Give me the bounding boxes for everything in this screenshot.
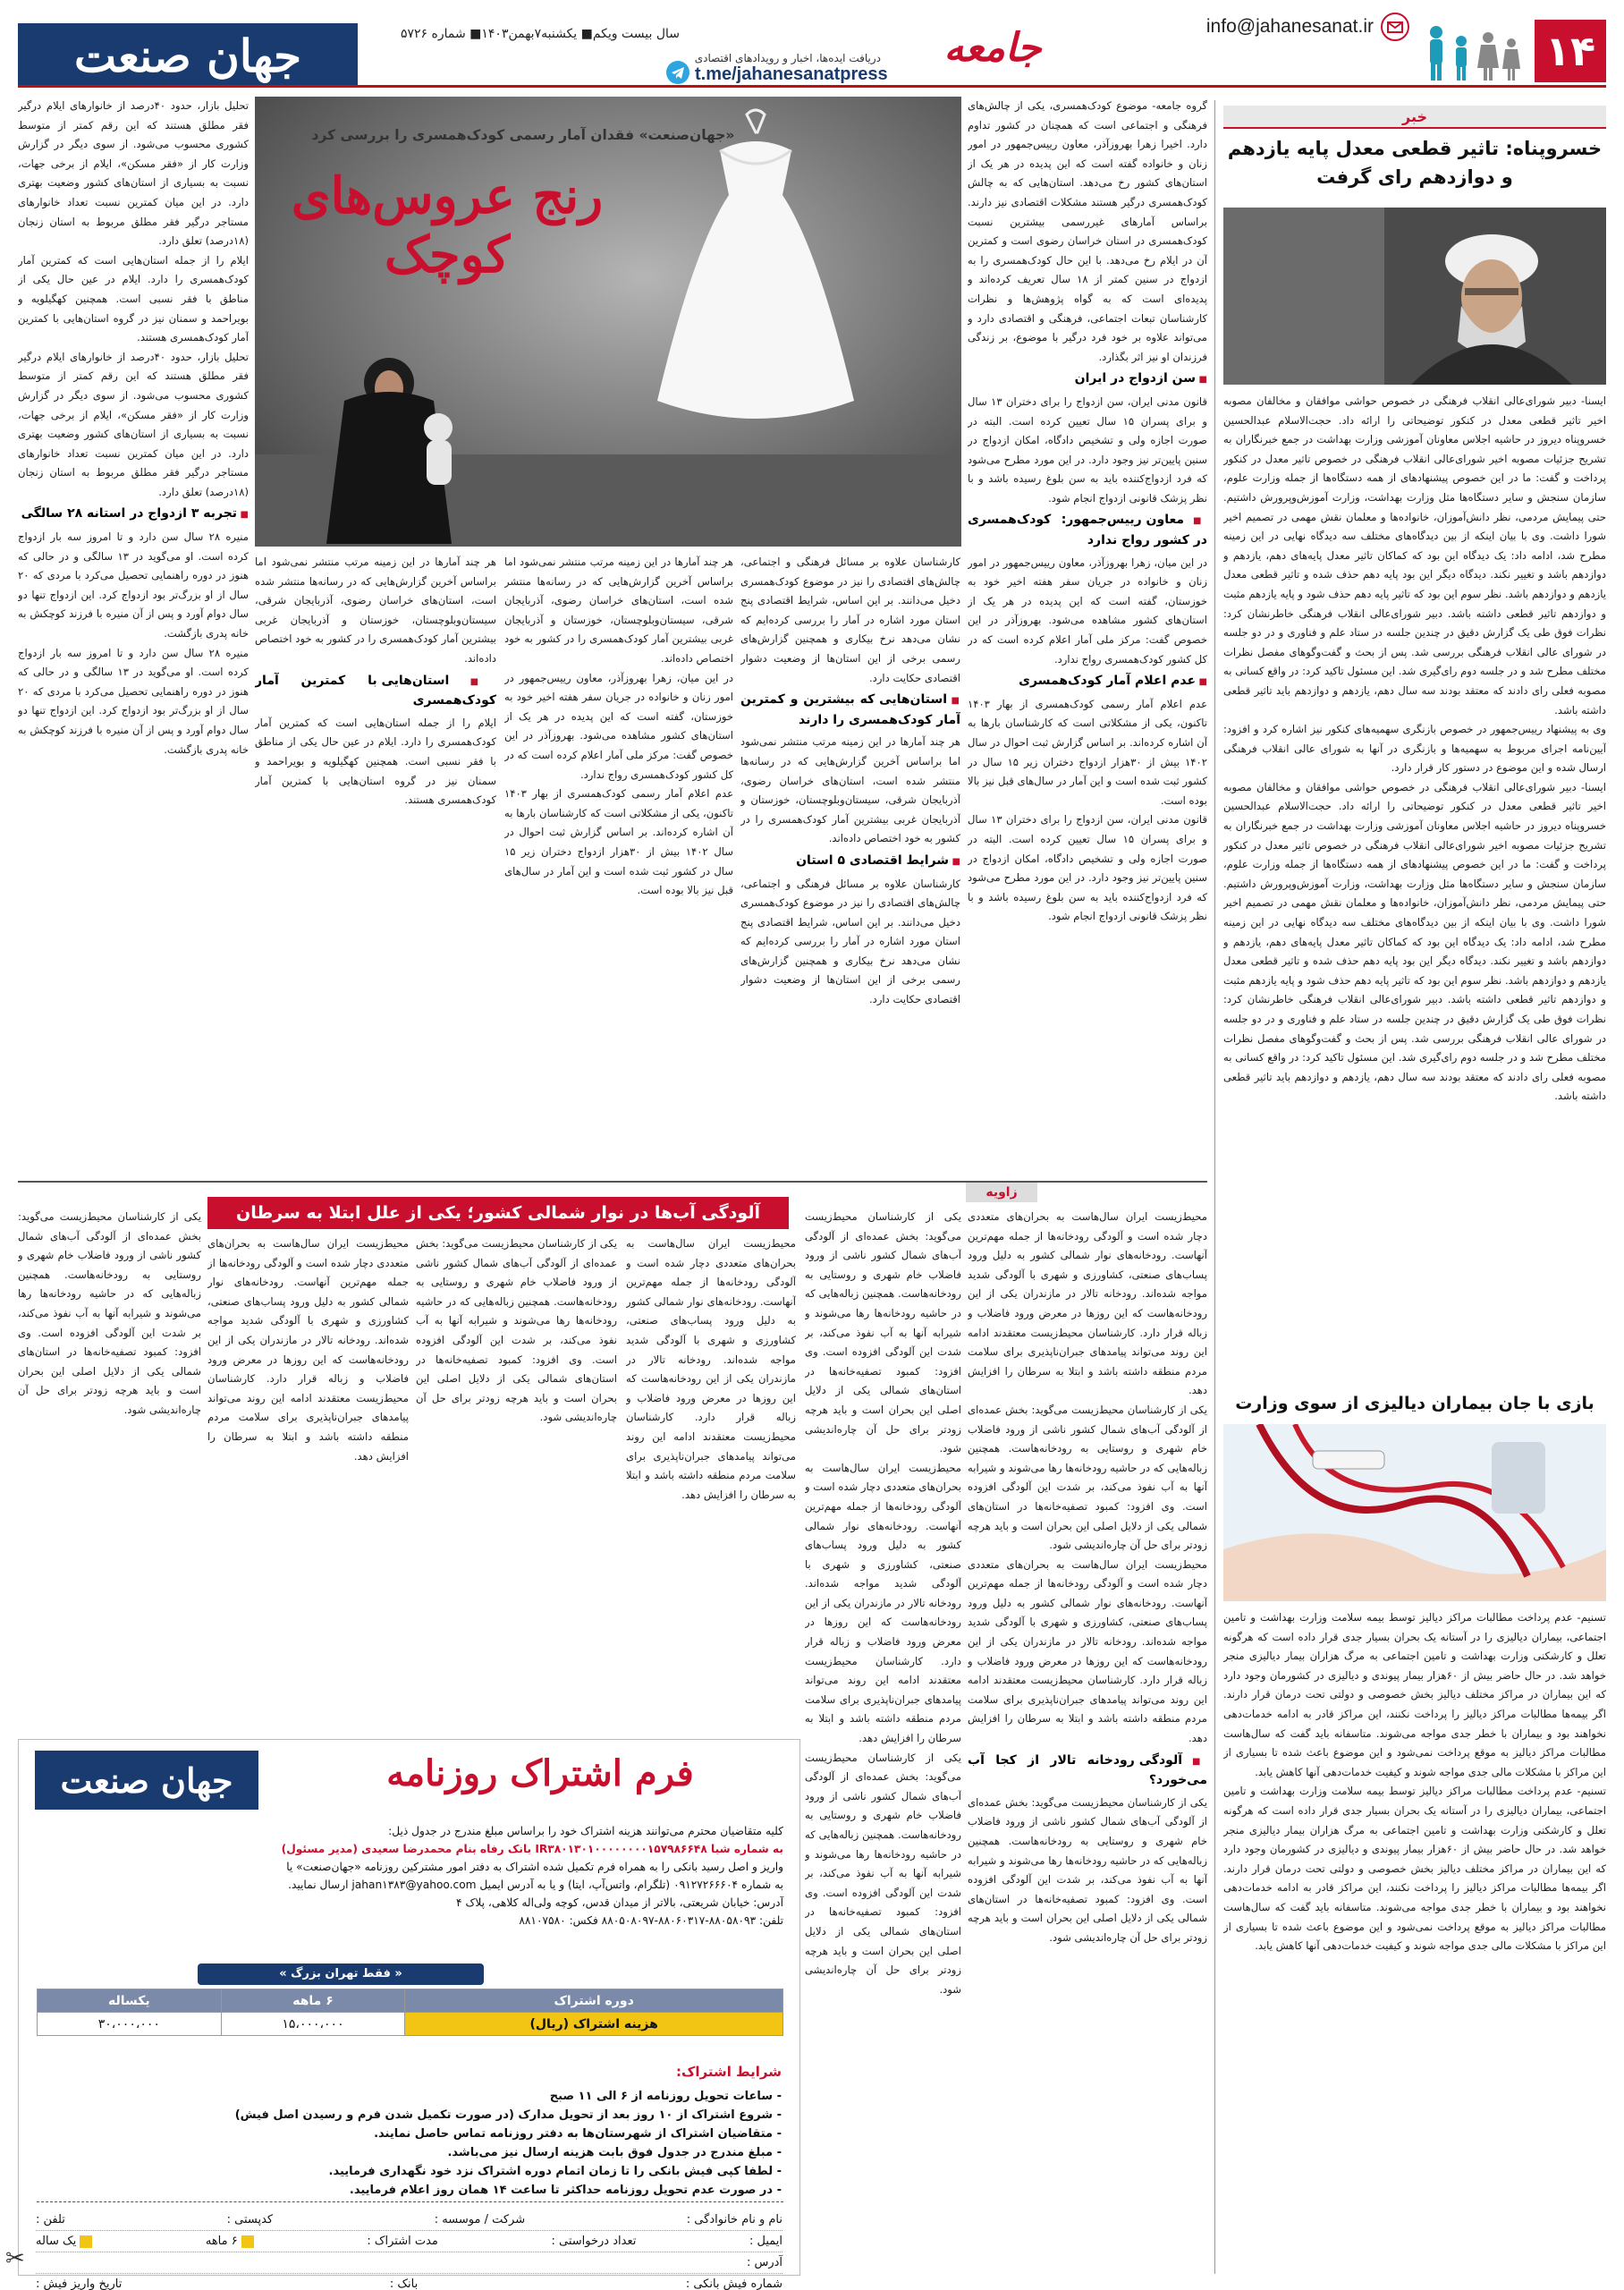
news-paragraph: ایسنا- دبیر شورای‌عالی انقلاب فرهنگی در خصوص حواشی موافقان و مخالفان مصوبه اخیر تاثیر قطعی معدل در کنکور توضیحاتی را ارائه داد. حجت‌الاسلام عبدالحسین خسروپناه دیروز در حاشیه اجلاس معاونان آموزشی وزارت بهداشت در جمع خبرنگاران به تشریح جزئیات مصوبه اخیر شورای‌عالی انقلاب فرهنگی در خصوص تاثیر معدل در کنکور پرداخت و گفت: ما در این خصوص پیشنهادهای از همه دستگاه‌ها از جمله وزارت علوم، سازمان سنجش و سایر دستگاه‌ها مثل وزارت بهداشت، وزارت آموزش‌وپرورش داشتیم. حتی پیمایش مردمی، نظر دانش‌آموزان، خانواده‌ها و معلمان نقش مهمی در تصمیم اخیر شورا داشت. وی با بیان اینکه از بین دیدگاه‌های مختلف سه دیدگاه نهایی در این زمینه مطرح شد، ادامه داد: یک دیدگاه این بود که کماکان تاثیر معدل پایه‌های دهم، یازدهم و دوازدهم باشد و تغییر نکند. دیدگاه دیگر این بود پایه دهم حذف شده و تاثیر قطعی معدل یازدهم و دوازدهم باشد. نظر سوم این بود که تاثیر پایه دهم حذف شود و پایه یازدهم مثبت و دوازدهم تاثیر قطعی داشته باشد. دبیر شورای‌عالی انقلاب فرهنگی خاطرنشان کرد: نظرات فوق طی یک گزارش دقیق در چندین جلسه در ستاد علم و فناوری و در دو جلسه در شورای عالی انقلاب فرهنگی بررسی شد. پس از بحث و گفت‌وگوهای مفصل نظرات مختلف مطرح شد و در جلسه دوم رای‌گیری شد. این مسئول تاکید کرد: در واقع کسانی به مصوبه فعلی رای دادند که معتقد بودند سه سال دهم، یازدهم و دوازدهم باید تاثیر قطعی داشته باشد. (1223, 394, 1606, 717)
zavieh-paragraph-11: یکی از کارشناسان محیط‌زیست می‌گوید: بخش عمده‌ای از آلودگی آب‌های شمال کشور ناشی از ورود فاضلاب خام شهری و روستایی به رودخانه‌هاست. همچنین زباله‌هایی که در حاشیه رودخانه‌ها رها می‌شوند و شیرابه آنها به آب نفوذ می‌کند، بر شدت این آلودگی افزوده است. وی افزود: کمبود تصفیه‌خانه‌ها در استان‌های شمالی یکی از دلایل اصلی این بحران است و باید هرچه زودتر برای حل آن چاره‌اندیشی شود. (18, 1210, 201, 1416)
bank-field[interactable]: بانک : (389, 2277, 419, 2290)
scissors-icon: ✂ (5, 2245, 25, 2272)
form-text-2: به شماره شبا IR۳۸۰۱۳۰۱۰۰۰۰۰۰۰۰۱۵۷۹۸۶۶۴۸ بانک رفاه بنام محمدرضا سعیدی (مدیر مسئول) (281, 1843, 783, 1855)
subheading-most-least: ■ استان‌هایی که بیشترین و کمترین آمار کودک‌همسری را دارند (740, 691, 960, 730)
zavieh-paragraph-2: یکی از کارشناسان محیط‌زیست می‌گوید: بخش عمده‌ای از آلودگی آب‌های شمال کشور ناشی از ورود فاضلاب خام شهری و روستایی به رودخانه‌هاست. همچنین زباله‌هایی که در حاشیه رودخانه‌ها رها می‌شوند و شیرابه آنها به آب نفوذ می‌کند، بر شدت این آلودگی افزوده است. وی افزود: کمبود تصفیه‌خانه‌ها در استان‌های شمالی یکی از دلایل اصلی این بحران است و باید هرچه زودتر برای حل آن چاره‌اندیشی شود. (968, 1403, 1207, 1552)
feature-paragraph-7: کارشناسان علاوه بر مسائل فرهنگی و اجتماعی، چالش‌های اقتصادی را نیز در موضوع کودک‌همسری دخیل می‌دانند. بر این اساس، شرایط اقتصادی پنج استان مورد اشاره در آمار را بررسی کرده‌ایم که نشان می‌دهد نرخ بیکاری و همچنین گزارش‌های رسمی برخی از این استان‌ها از وضعیت دشوار اقتصادی حکایت دارد. (740, 877, 960, 1006)
form-text-1: کلیه متقاضیان محترم می‌توانند هزینه اشتراک خود را براساس مبلغ مندرج در جدول ذیل: (388, 1825, 783, 1837)
conditions-title: شرایط اشتراک: (676, 2064, 782, 2080)
zavieh-column-5 (207, 1234, 409, 1735)
zavieh-label: زاویه (966, 1183, 1037, 1202)
zavieh-column-6 (18, 1208, 201, 1735)
feature-paragraph-9: در این میان، زهرا بهروزآذر، معاون رییس‌جمهور در امور زنان و خانواده در جریان سفر هفته اخیر خود به خوزستان، گفته است که این پدیده در هر یک از استان‌های کشور مشاهده می‌شود. بهروزآذر در این خصوص گفت: مرکز ملی آمار اعلام کرده است که در کل کشور کودک‌همسری رواج ندارد. (504, 671, 733, 781)
zavieh-paragraph-4: یکی از کارشناسان محیط‌زیست می‌گوید: بخش عمده‌ای از آلودگی آب‌های شمال کشور ناشی از ورود فاضلاب خام شهری و روستایی به رودخانه‌هاست. همچنین زباله‌هایی که در حاشیه رودخانه‌ها رها می‌شوند و شیرابه آنها به آب نفوذ می‌کند، بر شدت این آلودگی افزوده است. وی افزود: کمبود تصفیه‌خانه‌ها در استان‌های شمالی یکی از دلایل اصلی این بحران است و باید هرچه زودتر برای حل آن چاره‌اندیشی شود. (968, 1795, 1207, 1944)
email-text: info@jahanesanat.ir (1205, 16, 1374, 37)
price-table-title: « فقط تهران بزرگ » (198, 1963, 484, 1985)
feature-column-c (255, 553, 496, 1175)
price-table (37, 1989, 783, 2036)
zavieh-paragraph-1: محیط‌زیست ایران سال‌هاست به بحران‌های متعددی دچار شده است و آلودگی رودخانه‌ها از جمله مهم‌ترین آنهاست. رودخانه‌های نوار شمالی کشور به دلیل ورود پساب‌های صنعتی، کشاورزی و شهری با آلودگی شدید مواجه شده‌اند. رودخانه تالار در مازندران یکی از این رودخانه‌هاست که این روزها در معرض ورود فاضلاب و زباله قرار دارد. کارشناسان محیط‌زیست معتقدند ادامه این روند می‌تواند پیامدهای جبران‌ناپذیری برای سلامت مردم منطقه داشته باشد و ابتلا به سرطان را افزایش دهد. (968, 1210, 1207, 1397)
dialysis-headline: بازی با جان بیماران دیالیزی از سوی وزارت (1235, 1394, 1594, 1413)
option-6-label: ۶ ماهه (205, 2235, 238, 2248)
newspaper-logo: جهان صنعت (18, 23, 358, 88)
feature-paragraph-10: عدم اعلام آمار رسمی کودک‌همسری از بهار ۱۴۰۳ تاکنون، یکی از مشکلاتی است که کارشناسان بارها به آن اشاره کرده‌اند. بر اساس گزارش ثبت احوال در سال ۱۴۰۲ بیش از ۳۰هزار ازدواج دختران زیر ۱۵ سال در کشور ثبت شده است و این آمار در سال‌های قبل نیز بالا بوده است. (504, 787, 733, 897)
option-12-label: یک ساله (36, 2235, 77, 2248)
email-field[interactable]: ایمیل : (749, 2235, 782, 2248)
news-body (1223, 392, 1606, 1381)
zavieh-column-1 (968, 1208, 1207, 2272)
subheading-three-marriages: ■ تجربه ۳ ازدواج در استانه ۲۸ سالگی (18, 505, 249, 525)
feature-kicker: «جهان‌صنعت» فقدان آمار رسمی کودک‌همسری را بررسی کرد (311, 127, 735, 143)
children-silhouette-icon (1418, 20, 1526, 82)
form-text-6: تلفن: ۸۸۰۵۸۰۹۳-۸۸۰۶۰۳۱۷-۸۸۰۵۰۸۰۹۷ فکس: ۸۸۱۰۷۵۸۰ (519, 1914, 783, 1927)
subscription-form (18, 1739, 800, 2276)
telegram-handle: t.me/jahanesanatpress (695, 64, 888, 84)
cleric-portrait-image (1223, 208, 1606, 385)
price-12: ۳۰،۰۰۰،۰۰۰ (38, 2013, 222, 2036)
feature-paragraph-17: منیره ۲۸ سال سن دارد و تا امروز سه بار ازدواج کرده است. او می‌گوید در ۱۳ سالگی و در حالی که هنوز در دوره راهنمایی تحصیل می‌کرد با مردی که ۲۰ سال از او بزرگ‌تر بود ازدواج کرد. این ازدواج تنها دو سال دوام آورد و پس از آن منیره با فرزند کوچکش به خانه پدری بازگشت. (18, 646, 249, 756)
feature-paragraph-5: کارشناسان علاوه بر مسائل فرهنگی و اجتماعی، چالش‌های اقتصادی را نیز در موضوع کودک‌همسری دخیل می‌دانند. بر این اساس، شرایط اقتصادی پنج استان مورد اشاره در آمار را بررسی کرده‌ایم که نشان می‌دهد نرخ بیکاری و همچنین گزارش‌های رسمی برخی از این استان‌ها از وضعیت دشوار اقتصادی حکایت دارد. (740, 556, 960, 684)
condition-item: - لطفا کپی فیش بانکی را تا زمان اتمام دوره اشتراک نزد خود نگهداری فرمایید. (328, 2165, 782, 2178)
subheading-least-provinces: ■ استان‌هایی با کمترین آمار کودک‌همسری (255, 672, 496, 711)
news-headline: خسروپناه: تاثیر قطعی معدل پایه یازدهم و دوازدهم رای گرفت (1227, 138, 1603, 188)
period-field: مدت اشتراک : (367, 2235, 438, 2248)
page-number: ۱۴ (1535, 20, 1606, 82)
news-paragraph-2: وی به پیشنهاد رییس‌جمهور در خصوص بازنگری سهمیه‌های کنکور نیز اشاره کرد و افزود: آیین‌نامه اجرای مربوط به سهمیه‌ها و بازنگری در آنها به شورای عالی انقلاب فرهنگی ارسال شده و این موضوع در دستور کار قرار دارد. (1223, 723, 1606, 775)
column-divider (1214, 100, 1215, 2274)
feature-paragraph-11: هر چند آمارها در این زمینه مرتب منتشر نمی‌شود اما براساس آخرین گزارش‌هایی که در رسانه‌ها منتشر شده است، استان‌های خراسان رضوی، آذربایجان شرقی، سیستان‌وبلوچستان، خوزستان و آذربایجان غربی بیشترین آمار کودک‌همسری را در کشور به خود اختصاص داده‌اند. (255, 556, 496, 665)
feature-paragraph-15: تحلیل بازار، حدود ۴۰درصد از خانوارهای ایلام درگیر فقر مطلق هستند که این رقم کمتر از متوسط کشوری محسوب می‌شود. از سوی دیگر در گزارش وزارت کار از «فقر مسکن»، ایلام از برخی جهات، نسبت به بسیاری از استان‌های کشور وضعیت بهتری دارد. در این میان کمترین نسبت تعداد خانوارهای مستاجر درگیر فقر مطلق مربوط به استان زنجان (۱۸درصد) تعلق دارد. (18, 350, 249, 498)
dialysis-image (1223, 1424, 1606, 1601)
period-12: یکساله (38, 1989, 222, 2013)
subheading-talar: ■ آلودگی رودخانه تالار از کجا آب می‌خورد؟ (968, 1751, 1207, 1791)
subheading-vice-president: ■ معاون رییس‌جمهور: کودک‌همسری در کشور رواج ندارد (968, 511, 1207, 550)
conditions-list (48, 2087, 782, 2200)
receipt-number-field[interactable]: شماره فیش بانکی : (685, 2277, 782, 2290)
condition-item: - ساعات تحویل روزنامه از ۶ الی ۱۱ صبح (549, 2090, 782, 2103)
zavieh-paragraph-8: محیط‌زیست ایران سال‌هاست به بحران‌های متعددی دچار شده است و آلودگی رودخانه‌ها از جمله مهم‌ترین آنهاست. رودخانه‌های نوار شمالی کشور به دلیل ورود پساب‌های صنعتی، کشاورزی و شهری با آلودگی شدید مواجه شده‌اند. رودخانه تالار در مازندران یکی از این رودخانه‌هاست که این روزها در معرض ورود فاضلاب و زباله قرار دارد. کارشناسان محیط‌زیست معتقدند ادامه این روند می‌تواند پیامدهای جبران‌ناپذیری برای سلامت مردم منطقه داشته باشد و ابتلا به سرطان را افزایش دهد. (626, 1237, 796, 1501)
period-6: ۶ ماهه (221, 1989, 405, 2013)
telegram-icon (666, 61, 689, 84)
zavieh-column-2 (805, 1208, 961, 2272)
condition-item: - شروع اشتراک از ۱۰ روز بعد از تحویل مدارک (در صورت تکمیل شدن فرم و رسیدن اصل فیش) (234, 2108, 782, 2122)
condition-item: - در صورت عدم تحویل روزنامه حداکثر تا ساعت ۱۴ همان روز اعلام فرمایید. (349, 2184, 782, 2197)
feature-column-b (504, 553, 733, 1175)
form-logo: جهان صنعت (35, 1751, 258, 1810)
feature-paragraph-14: ایلام را از جمله استان‌هایی است که کمترین آمار کودک‌همسری را دارد. ایلام در عین حال یکی از مناطق با فقر نسبی است. همچنین کهگیلویه و بویراحمد و سمنان نیز در گروه استان‌هایی با کمترین آمار کودک‌همسری هستند. (18, 253, 249, 344)
zavieh-paragraph-3: محیط‌زیست ایران سال‌هاست به بحران‌های متعددی دچار شده است و آلودگی رودخانه‌ها از جمله مهم‌ترین آنهاست. رودخانه‌های نوار شمالی کشور به دلیل ورود پساب‌های صنعتی، کشاورزی و شهری با آلودگی شدید مواجه شده‌اند. رودخانه تالار در مازندران یکی از این رودخانه‌هاست که این روزها در معرض ورود فاضلاب و زباله قرار دارد. کارشناسان محیط‌زیست معتقدند ادامه این روند می‌تواند پیامدهای جبران‌ناپذیری برای سلامت مردم منطقه داشته باشد و ابتلا به سرطان را افزایش دهد. (968, 1557, 1207, 1745)
price-6: ۱۵،۰۰۰،۰۰۰ (221, 2013, 405, 2036)
cost-header: هزینه اشتراک (ریال) (405, 2013, 783, 2036)
option-6-months[interactable] (206, 2235, 254, 2248)
feature-paragraph-6: هر چند آمارها در این زمینه مرتب منتشر نمی‌شود اما براساس آخرین گزارش‌هایی که در رسانه‌ها منتشر شده است، استان‌های خراسان رضوی، آذربایجان شرقی، سیستان‌وبلوچستان، خوزستان و آذربایجان غربی بیشترین آمار کودک‌همسری را در کشور به خود اختصاص داده‌اند. (740, 735, 960, 845)
mail-icon (1381, 13, 1409, 41)
feature-title: رنج عروس‌های کوچک (291, 166, 604, 284)
form-instructions (37, 1822, 783, 1930)
checkbox-12[interactable] (80, 2235, 92, 2248)
feature-paragraph-2: در این میان، زهرا بهروزآذر، معاون رییس‌جمهور در امور زنان و خانواده در جریان سفر هفته اخیر خود به خوزستان، گفته است که این پدیده در هر یک از استان‌های کشور مشاهده می‌شود. بهروزآذر در این خصوص گفت: مرکز ملی آمار اعلام کرده است که در کل کشور کودک‌همسری رواج ندارد. (968, 556, 1207, 666)
phone-field[interactable]: تلفن : (36, 2213, 65, 2226)
form-text-4: به شماره ۰۹۱۲۷۲۶۶۶۰۴ (تلگرام، واتس‌آپ، ایتا) و یا به آدرس ایمیل jahan۱۳۸۳@yahoo.com ارسال نمایید. (288, 1879, 783, 1891)
feature-lead-column (968, 97, 1207, 1175)
subheading-marriage-age: ■ سن ازدواج در ایران (968, 369, 1207, 390)
child-bride-photo (255, 97, 961, 547)
zavieh-column-4 (416, 1234, 617, 1735)
subheading-no-stats: ■ عدم اعلام آمار کودک‌همسری (968, 672, 1207, 692)
form-text-3: واریز و اصل رسید بانکی را به همراه فرم تکمیل شده اشتراک به دفتر امور مشترکین روزنامه «جهان‌صنعت» یا (286, 1861, 783, 1873)
condition-item: - متقاضیان اشتراک از شهرستان‌ها به دفتر روزنامه تماس حاصل نمایند. (374, 2127, 782, 2141)
quantity-field[interactable]: تعداد درخواستی : (551, 2235, 637, 2248)
feature-column-d (18, 97, 249, 1175)
news-paragraph-3: ایسنا- دبیر شورای‌عالی انقلاب فرهنگی در خصوص حواشی موافقان و مخالفان مصوبه اخیر تاثیر قطعی معدل در کنکور توضیحاتی را ارائه داد. حجت‌الاسلام عبدالحسین خسروپناه دیروز در حاشیه اجلاس معاونان آموزشی وزارت بهداشت در جمع خبرنگاران به تشریح جزئیات مصوبه اخیر شورای‌عالی انقلاب فرهنگی در خصوص تاثیر معدل در کنکور پرداخت و گفت: ما در این خصوص پیشنهادهای از همه دستگاه‌ها از جمله وزارت علوم، سازمان سنجش و سایر دستگاه‌ها مثل وزارت بهداشت، وزارت آموزش‌وپرورش داشتیم. حتی پیمایش مردمی، نظر دانش‌آموزان، خانواده‌ها و معلمان نقش مهمی در تصمیم اخیر شورا داشت. وی با بیان اینکه از بین دیدگاه‌های مختلف سه دیدگاه نهایی در این زمینه مطرح شد، ادامه داد: یک دیدگاه این بود که کماکان تاثیر معدل پایه‌های دهم، یازدهم و دوازدهم باشد و تغییر نکند. دیدگاه دیگر این بود پایه دهم حذف شده و تاثیر قطعی معدل یازدهم و دوازدهم باشد. نظر سوم این بود که تاثیر پایه دهم حذف شود و پایه یازدهم مثبت و دوازدهم تاثیر قطعی داشته باشد. دبیر شورای‌عالی انقلاب فرهنگی خاطرنشان کرد: نظرات فوق طی یک گزارش دقیق در چندین جلسه در ستاد علم و فناوری و در دو جلسه در شورای عالی انقلاب فرهنگی بررسی شد. پس از بحث و گفت‌وگوهای مفصل نظرات مختلف مطرح شد و در جلسه دوم رای‌گیری شد. این مسئول تاکید کرد: در واقع کسانی به مصوبه فعلی رای دادند که معتقد بودند سه سال دهم، یازدهم و دوازدهم باید تاثیر قطعی داشته باشد. (1223, 780, 1606, 1103)
feature-lead: گروه جامعه- موضوع کودک‌همسری، یکی از چالش‌های فرهنگی و اجتماعی است که همچنان در کشور تداوم دارد. اخیرا زهرا بهروزآذر، معاون رییس‌جمهور در امور زنان و خانواده گفته است که این پدیده در هر یک از استان‌های کشور رخ می‌دهد. استان‌هایی که به چالش کودک‌همسری درگیر هستند مشکلات اقتصادی نیز دارند. براساس آمارهای غیررسمی بیشترین نسبت کودک‌همسری در استان خراسان رضوی است و کمترین آن در ایلام رخ می‌دهد. با این حال کودک‌همسری را به ازدواج در سنین کمتر از ۱۸ سال تعریف کرده‌اند و پدیده‌ای است که به گواه پژوهش‌ها و نظرات کارشناسان تبعات اجتماعی، فرهنگی و اقتصادی دارد و می‌تواند علاوه بر خود فرد درگیر با موضوع، بر زندگی فرزندان او نیز اثر بگذارد. (968, 99, 1207, 363)
name-field[interactable]: نام و نام خانوادگی : (686, 2213, 782, 2226)
telegram-caption: دریافت ایده‌ها، اخبار و رویدادهای اقتصادی (694, 52, 881, 64)
news-label: خبر (1223, 106, 1606, 129)
feature-paragraph-4: قانون مدنی ایران، سن ازدواج را برای دختران ۱۳ سال و برای پسران ۱۵ سال تعیین کرده است. البته در صورت اجازه ولی و تشخیص دادگاه، امکان ازدواج در سنین پایین‌تر نیز وجود دارد. در این مورد مطرح می‌شود که فرد ازدواج‌کننده باید به سن بلوغ رسیده باشد و با نظر پزشک قانونی ازدواج انجام شود. (968, 813, 1207, 923)
zavieh-column-3 (626, 1234, 796, 1735)
zavieh-paragraph-7: یکی از کارشناسان محیط‌زیست می‌گوید: بخش عمده‌ای از آلودگی آب‌های شمال کشور ناشی از ورود فاضلاب خام شهری و روستایی به رودخانه‌هاست. همچنین زباله‌هایی که در حاشیه رودخانه‌ها رها می‌شوند و شیرابه آنها به آب نفوذ می‌کند، بر شدت این آلودگی افزوده است. وی افزود: کمبود تصفیه‌خانه‌ها در استان‌های شمالی یکی از دلایل اصلی این بحران است و باید هرچه زودتر برای حل آن چاره‌اندیشی شود. (805, 1751, 961, 1996)
zavieh-paragraph-5: یکی از کارشناسان محیط‌زیست می‌گوید: بخش عمده‌ای از آلودگی آب‌های شمال کشور ناشی از ورود فاضلاب خام شهری و روستایی به رودخانه‌هاست. همچنین زباله‌هایی که در حاشیه رودخانه‌ها رها می‌شوند و شیرابه آنها به آب نفوذ می‌کند، بر شدت این آلودگی افزوده است. وی افزود: کمبود تصفیه‌خانه‌ها در استان‌های شمالی یکی از دلایل اصلی این بحران است و باید هرچه زودتر برای حل آن چاره‌اندیشی شود. (805, 1210, 961, 1455)
feature-paragraph-12: ایلام را از جمله استان‌هایی است که کمترین آمار کودک‌همسری را دارد. ایلام در عین حال یکی از مناطق با فقر نسبی است. همچنین کهگیلویه و بویراحمد و سمنان نیز در گروه استان‌هایی با کمترین آمار کودک‌همسری هستند. (255, 716, 496, 807)
feature-paragraph-3: عدم اعلام آمار رسمی کودک‌همسری از بهار ۱۴۰۳ تاکنون، یکی از مشکلاتی است که کارشناسان بارها به آن اشاره کرده‌اند. بر اساس گزارش ثبت احوال در سال ۱۴۰۲ بیش از ۳۰هزار ازدواج دختران زیر ۱۵ سال در کشور ثبت شده است و این آمار در سال‌های قبل نیز بالا بوده است. (968, 697, 1207, 807)
zavieh-paragraph-9: یکی از کارشناسان محیط‌زیست می‌گوید: بخش عمده‌ای از آلودگی آب‌های شمال کشور ناشی از ورود فاضلاب خام شهری و روستایی به رودخانه‌هاست. همچنین زباله‌هایی که در حاشیه رودخانه‌ها رها می‌شوند و شیرابه آنها به آب نفوذ می‌کند، بر شدت این آلودگی افزوده است. وی افزود: کمبود تصفیه‌خانه‌ها در استان‌های شمالی یکی از دلایل اصلی این بحران است و باید هرچه زودتر برای حل آن چاره‌اندیشی شود. (416, 1237, 617, 1424)
section-title: جامعه (943, 25, 1042, 71)
telegram-box[interactable] (666, 52, 888, 88)
subheading-economy: ■ شرایط اقتصادی ۵ استان (740, 852, 960, 872)
cut-line (37, 2201, 783, 2202)
issue-info: سال بیست ویکم■ یکشنبه۷بهمن۱۴۰۳■ شماره ۵۷۲۶ (400, 27, 680, 41)
deposit-date-field[interactable]: تاریخ واریز فیش : (36, 2277, 123, 2290)
dialysis-paragraph: تسنیم- عدم پرداخت مطالبات مراکز دیالیز توسط بیمه سلامت وزارت بهداشت و تامین اجتماعی، بیماران دیالیزی را در آستانه یک بحران بسیار جدی قرار داده است که هرگونه تعلل و کارشکنی وزارت بهداشت و تامین اجتماعی به مرگ هزاران بیمار دیالیزی منجر خواهد شد. در حال حاضر بیش از ۶۰هزار بیمار پیوندی و دیالیزی در کشورمان وجود دارد که این بیماران در مراکز مختلف دیالیز بخش خصوصی و دولتی تحت درمان قرار دارند. اگر بیمه‌ها مطالبات مراکز دیالیز را پرداخت نکنند، این مراکز قادر به ادامه خدمات‌دهی نخواهند بود و بیماران با خطر جدی مواجه می‌شوند. متاسفانه باید گفت که سال‌هاست مطالبات مراکز دیالیز به موقع پرداخت نمی‌شود و این موضوع باعث شده تا بسیاری از این مراکز با مشکلات مالی جدی مواجه شوند و کیفیت خدمات‌دهی آنها کاهش یابد. (1223, 1611, 1606, 1778)
feature-paragraph-16: منیره ۲۸ سال سن دارد و تا امروز سه بار ازدواج کرده است. او می‌گوید در ۱۳ سالگی و در حالی که هنوز در دوره راهنمایی تحصیل می‌کرد با مردی که ۲۰ سال از او بزرگ‌تر بود ازدواج کرد. این ازدواج تنها دو سال دوام آورد و پس از آن منیره با فرزند کوچکش به خانه پدری بازگشت. (18, 530, 249, 640)
pollution-headline: آلودگی آب‌ها در نوار شمالی کشور؛ یکی از علل ابتلا به سرطان (207, 1197, 789, 1229)
form-title: فرم اشتراک روزنامه (386, 1752, 694, 1794)
zavieh-paragraph-10: محیط‌زیست ایران سال‌هاست به بحران‌های متعددی دچار شده است و آلودگی رودخانه‌ها از جمله مهم‌ترین آنهاست. رودخانه‌های نوار شمالی کشور به دلیل ورود پساب‌های صنعتی، کشاورزی و شهری با آلودگی شدید مواجه شده‌اند. رودخانه تالار در مازندران یکی از این رودخانه‌هاست که این روزها در معرض ورود فاضلاب و زباله قرار دارد. کارشناسان محیط‌زیست معتقدند ادامه این روند می‌تواند پیامدهای جبران‌ناپذیری برای سلامت مردم منطقه داشته باشد و ابتلا به سرطان را افزایش دهد. (207, 1237, 409, 1463)
company-field[interactable]: شرکت / موسسه : (434, 2213, 526, 2226)
email-contact[interactable] (1150, 9, 1409, 45)
form-text-5: آدرس: خیابان شریعتی، بالاتر از میدان قدس، کوچه ولی‌اله کلاهی، پلاک ۴ (456, 1896, 783, 1909)
feature-paragraph-13: تحلیل بازار، حدود ۴۰درصد از خانوارهای ایلام درگیر فقر مطلق هستند که این رقم کمتر از متوسط کشوری محسوب می‌شود. از سوی دیگر در گزارش وزارت کار از «فقر مسکن»، ایلام از برخی جهات، نسبت به بسیاری از استان‌های کشور وضعیت بهتری دارد. در این میان کمترین نسبت تعداد خانوارهای مستاجر درگیر فقر مطلق مربوط به استان زنجان (۱۸درصد) تعلق دارد. (18, 99, 249, 248)
feature-column-a (740, 553, 960, 1175)
form-fields-area (36, 2209, 782, 2290)
header-rule (18, 85, 1606, 88)
postal-code-field[interactable]: کدپستی : (226, 2213, 274, 2226)
dialysis-paragraph-2: تسنیم- عدم پرداخت مطالبات مراکز دیالیز توسط بیمه سلامت وزارت بهداشت و تامین اجتماعی، بیماران دیالیزی را در آستانه یک بحران بسیار جدی قرار داده است که هرگونه تعلل و کارشکنی وزارت بهداشت و تامین اجتماعی به مرگ هزاران بیمار دیالیزی منجر خواهد شد. در حال حاضر بیش از ۶۰هزار بیمار پیوندی و دیالیزی در کشورمان وجود دارد که این بیماران در مراکز مختلف دیالیز بخش خصوصی و دولتی تحت درمان قرار دارند. اگر بیمه‌ها مطالبات مراکز دیالیز را پرداخت نکنند، این مراکز قادر به ادامه خدمات‌دهی نخواهند بود و بیماران با خطر جدی مواجه می‌شوند. متاسفانه باید گفت که سال‌هاست مطالبات مراکز دیالیز به موقع پرداخت نمی‌شود و این موضوع باعث شده تا بسیاری از این مراکز با مشکلات مالی جدی مواجه شوند و کیفیت خدمات‌دهی آنها کاهش یابد. (1223, 1785, 1606, 1953)
feature-paragraph-1: قانون مدنی ایران، سن ازدواج را برای دختران ۱۳ سال و برای پسران ۱۵ سال تعیین کرده است. البته در صورت اجازه ولی و تشخیص دادگاه، امکان ازدواج در سنین پایین‌تر نیز وجود دارد. در این مورد مطرح می‌شود که فرد ازدواج‌کننده باید به سن بلوغ رسیده باشد و با نظر پزشک قانونی ازدواج انجام شود. (968, 394, 1207, 505)
address-field[interactable]: آدرس : (746, 2256, 782, 2269)
zavieh-paragraph-6: محیط‌زیست ایران سال‌هاست به بحران‌های متعددی دچار شده است و آلودگی رودخانه‌ها از جمله مهم‌ترین آنهاست. رودخانه‌های نوار شمالی کشور به دلیل ورود پساب‌های صنعتی، کشاورزی و شهری با آلودگی شدید مواجه شده‌اند. رودخانه تالار در مازندران یکی از این رودخانه‌هاست که این روزها در معرض ورود فاضلاب و زباله قرار دارد. کارشناسان محیط‌زیست معتقدند ادامه این روند می‌تواند پیامدهای جبران‌ناپذیری برای سلامت مردم منطقه داشته باشد و ابتلا به سرطان را افزایش دهد. (805, 1461, 961, 1745)
period-header: دوره اشتراک (405, 1989, 783, 2013)
dialysis-body (1223, 1608, 1606, 2270)
checkbox-6[interactable] (241, 2235, 254, 2248)
feature-paragraph-8: هر چند آمارها در این زمینه مرتب منتشر نمی‌شود اما براساس آخرین گزارش‌هایی که در رسانه‌ها منتشر شده است، استان‌های خراسان رضوی، آذربایجان شرقی، سیستان‌وبلوچستان، خوزستان و آذربایجان غربی بیشترین آمار کودک‌همسری را در کشور به خود اختصاص داده‌اند. (504, 556, 733, 665)
option-1-year[interactable] (36, 2235, 92, 2248)
condition-item: - مبلغ مندرج در جدول فوق بابت هزینه ارسال نیز می‌باشد. (447, 2146, 782, 2159)
